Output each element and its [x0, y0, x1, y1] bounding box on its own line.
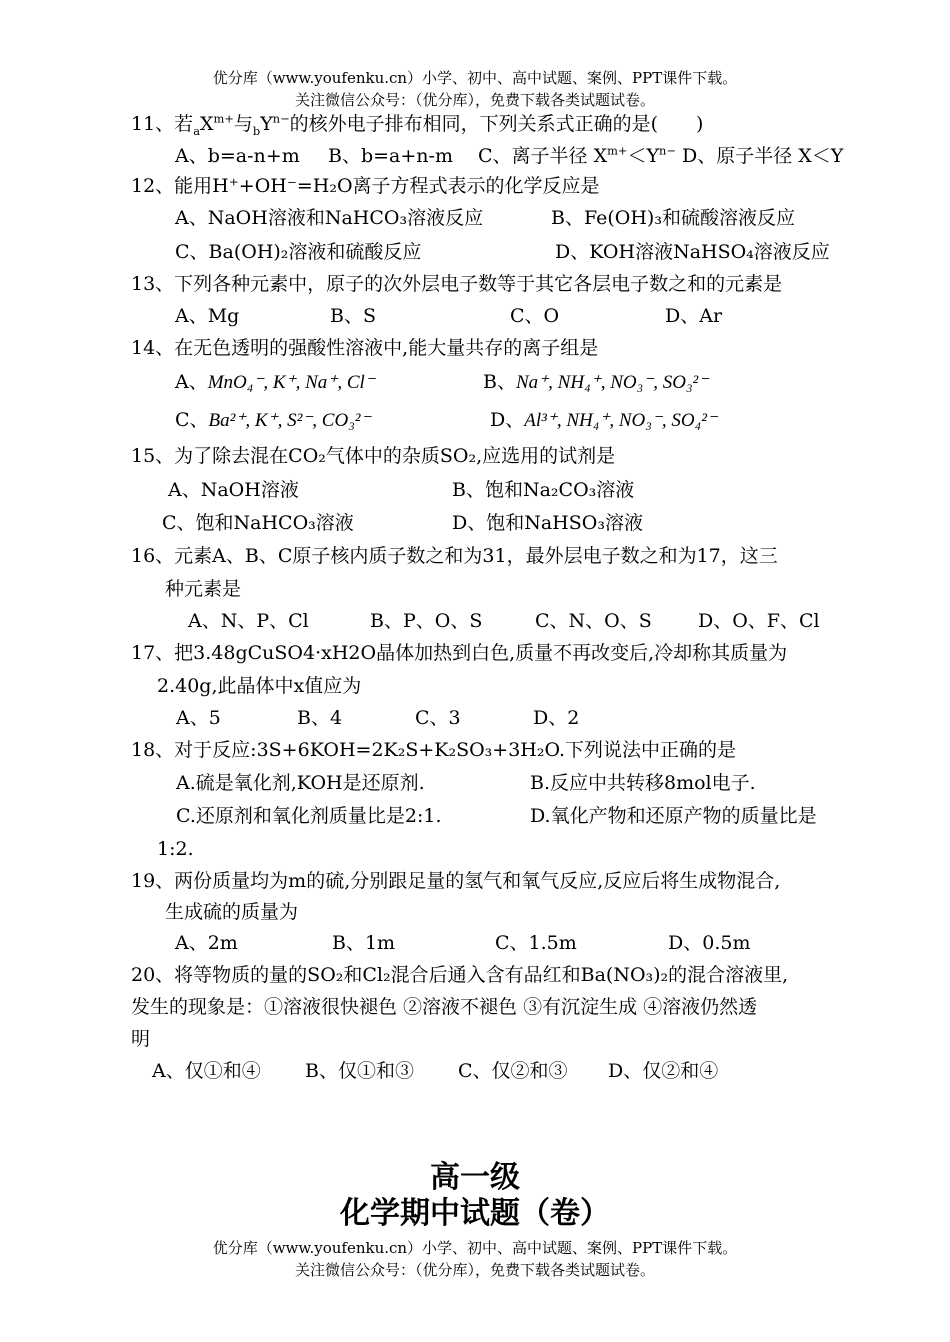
- q14-option-d-ions: Al³⁺, NH₄⁺, NO₃⁻, SO₄²⁻: [524, 410, 717, 431]
- q14-option-b: [483, 370, 708, 395]
- q20-option-b: B、仅①和③: [305, 1060, 414, 1082]
- q19-option-d: D、0.5m: [668, 932, 751, 954]
- q18-option-d-continued: 1:2.: [157, 838, 194, 860]
- q14-option-d: [490, 408, 717, 433]
- question-20-stem-line1: 20、将等物质的量的SO₂和Cl₂混合后通入含有品红和Ba(NO₃)₂的混合溶液里,: [131, 964, 789, 986]
- header-watermark-line2: 关注微信公众号：（优分库），免费下载各类试题试卷。: [294, 91, 655, 109]
- q11-option-c-text: C、离子半径 X: [478, 145, 608, 167]
- question-12-stem: 12、能用H⁺+OH⁻=H₂O离子方程式表示的化学反应是: [131, 175, 600, 197]
- question-20-stem-line3: 明: [131, 1028, 151, 1050]
- q11-option-c-text2: ＜Y: [627, 145, 660, 167]
- q11-option-b: B、b=a+n-m: [328, 145, 453, 167]
- q14-option-a: [175, 370, 375, 395]
- page-title-grade: 高一级: [430, 1160, 520, 1195]
- q16-option-d: D、O、F、Cl: [698, 610, 820, 632]
- q13-option-c: C、O: [510, 305, 560, 327]
- q14-option-c-label: C、: [175, 409, 209, 431]
- q15-option-d: D、饱和NaHSO₃溶液: [452, 512, 643, 534]
- q14-option-a-ions: MnO₄⁻, K⁺, Na⁺, Cl⁻: [207, 372, 375, 393]
- q18-option-d: D.氧化产物和还原产物的质量比是: [530, 805, 817, 827]
- q15-option-a: A、NaOH溶液: [168, 479, 299, 501]
- q20-option-c: C、仅②和③: [458, 1060, 568, 1082]
- footer-watermark-line1: 优分库（www.youfenku.cn）小学、初中、高中试题、案例、PPT课件下载。: [212, 1239, 738, 1257]
- question-16-stem-line1: 16、元素A、B、C原子核内质子数之和为31，最外层电子数之和为17，这三: [131, 545, 778, 567]
- question-11-stem: 11、若$_aX^{m+}$与$_bY^{n-}$的核外电子排布相同，下列关系式正确的是( ): [131, 111, 704, 138]
- q17-option-b: B、4: [297, 707, 343, 729]
- question-13-stem: 13、下列各种元素中，原子的次外层电子数等于其它各层电子数之和的元素是: [131, 273, 783, 295]
- q15-option-b: B、饱和Na₂CO₃溶液: [452, 479, 635, 501]
- q19-option-a: A、2m: [175, 932, 238, 954]
- q18-option-a: A.硫是氧化剂,KOH是还原剂.: [176, 772, 425, 794]
- q13-option-b: B、S: [330, 305, 376, 327]
- q19-option-b: B、1m: [332, 932, 396, 954]
- q17-option-d: D、2: [533, 707, 580, 729]
- question-17-stem-line1: 17、把3.48gCuSO4·xH2O晶体加热到白色,质量不再改变后,冷却称其质量为: [131, 642, 788, 664]
- q12-option-d: D、KOH溶液NaHSO₄溶液反应: [555, 241, 830, 263]
- q11-stem-suffix: 的核外电子排布相同，下列关系式正确的是( ): [289, 113, 704, 135]
- question-20-stem-line2: 发生的现象是：①溶液很快褪色 ②溶液不褪色 ③有沉淀生成 ④溶液仍然透: [131, 996, 758, 1018]
- question-17-stem-line2: 2.40g,此晶体中x值应为: [157, 675, 362, 697]
- question-19-stem-line1: 19、两份质量均为m的硫,分别跟足量的氢气和氧气反应,反应后将生成物混合,: [131, 870, 781, 892]
- q13-option-a: A、Mg: [175, 305, 240, 327]
- question-18-stem: 18、对于反应:3S+6KOH=2K₂S+K₂SO₃+3H₂O.下列说法中正确的是: [131, 739, 736, 761]
- q16-option-b: B、P、O、S: [370, 610, 483, 632]
- q16-option-c: C、N、O、S: [535, 610, 652, 632]
- q11-option-c: C、离子半径 $X^{m+}<Y^{n-}$: [478, 143, 676, 167]
- q12-option-c: C、Ba(OH)₂溶液和硫酸反应: [175, 241, 422, 263]
- q18-option-c: C.还原剂和氧化剂质量比是2:1.: [176, 805, 442, 827]
- q14-option-b-label: B、: [483, 371, 516, 393]
- q14-option-d-label: D、: [490, 409, 525, 431]
- q12-option-b: B、Fe(OH)₃和硫酸溶液反应: [551, 207, 795, 229]
- q20-option-d: D、仅②和④: [608, 1060, 719, 1082]
- question-16-stem-line2: 种元素是: [165, 578, 242, 600]
- q14-option-a-label: A、: [175, 371, 208, 393]
- question-19-stem-line2: 生成硫的质量为: [165, 901, 299, 923]
- q14-option-c: [175, 408, 371, 433]
- q15-option-c: C、饱和NaHCO₃溶液: [162, 512, 354, 534]
- footer-watermark-line2: 关注微信公众号：（优分库），免费下载各类试题试卷。: [294, 1261, 655, 1279]
- q18-option-b: B.反应中共转移8mol电子.: [530, 772, 756, 794]
- page-title-exam: 化学期中试题（卷）: [340, 1196, 610, 1231]
- q11-stem-mid: 与: [233, 113, 253, 135]
- question-14-stem: 14、在无色透明的强酸性溶液中,能大量共存的离子组是: [131, 337, 599, 359]
- question-15-stem: 15、为了除去混在CO₂气体中的杂质SO₂,应选用的试剂是: [131, 445, 616, 467]
- q14-option-b-ions: Na⁺, NH₄⁺, NO₃⁻, SO₃²⁻: [515, 372, 709, 393]
- q11-option-d: D、原子半径 X＜Y: [682, 145, 844, 167]
- q20-option-a: A、仅①和④: [152, 1060, 261, 1082]
- q12-option-a: A、NaOH溶液和NaHCO₃溶液反应: [175, 207, 484, 229]
- q16-option-a: A、N、P、Cl: [188, 610, 309, 632]
- q11-option-a: A、b=a-n+m: [175, 145, 300, 167]
- q17-option-c: C、3: [415, 707, 461, 729]
- q13-option-d: D、Ar: [665, 305, 723, 327]
- q17-option-a: A、5: [176, 707, 221, 729]
- q19-option-c: C、1.5m: [495, 932, 577, 954]
- header-watermark-line1: 优分库（www.youfenku.cn）小学、初中、高中试题、案例、PPT课件下载。: [212, 69, 738, 87]
- q14-option-c-ions: Ba²⁺, K⁺, S²⁻, CO₃²⁻: [208, 410, 371, 431]
- q11-stem-prefix: 11、若: [131, 113, 194, 135]
